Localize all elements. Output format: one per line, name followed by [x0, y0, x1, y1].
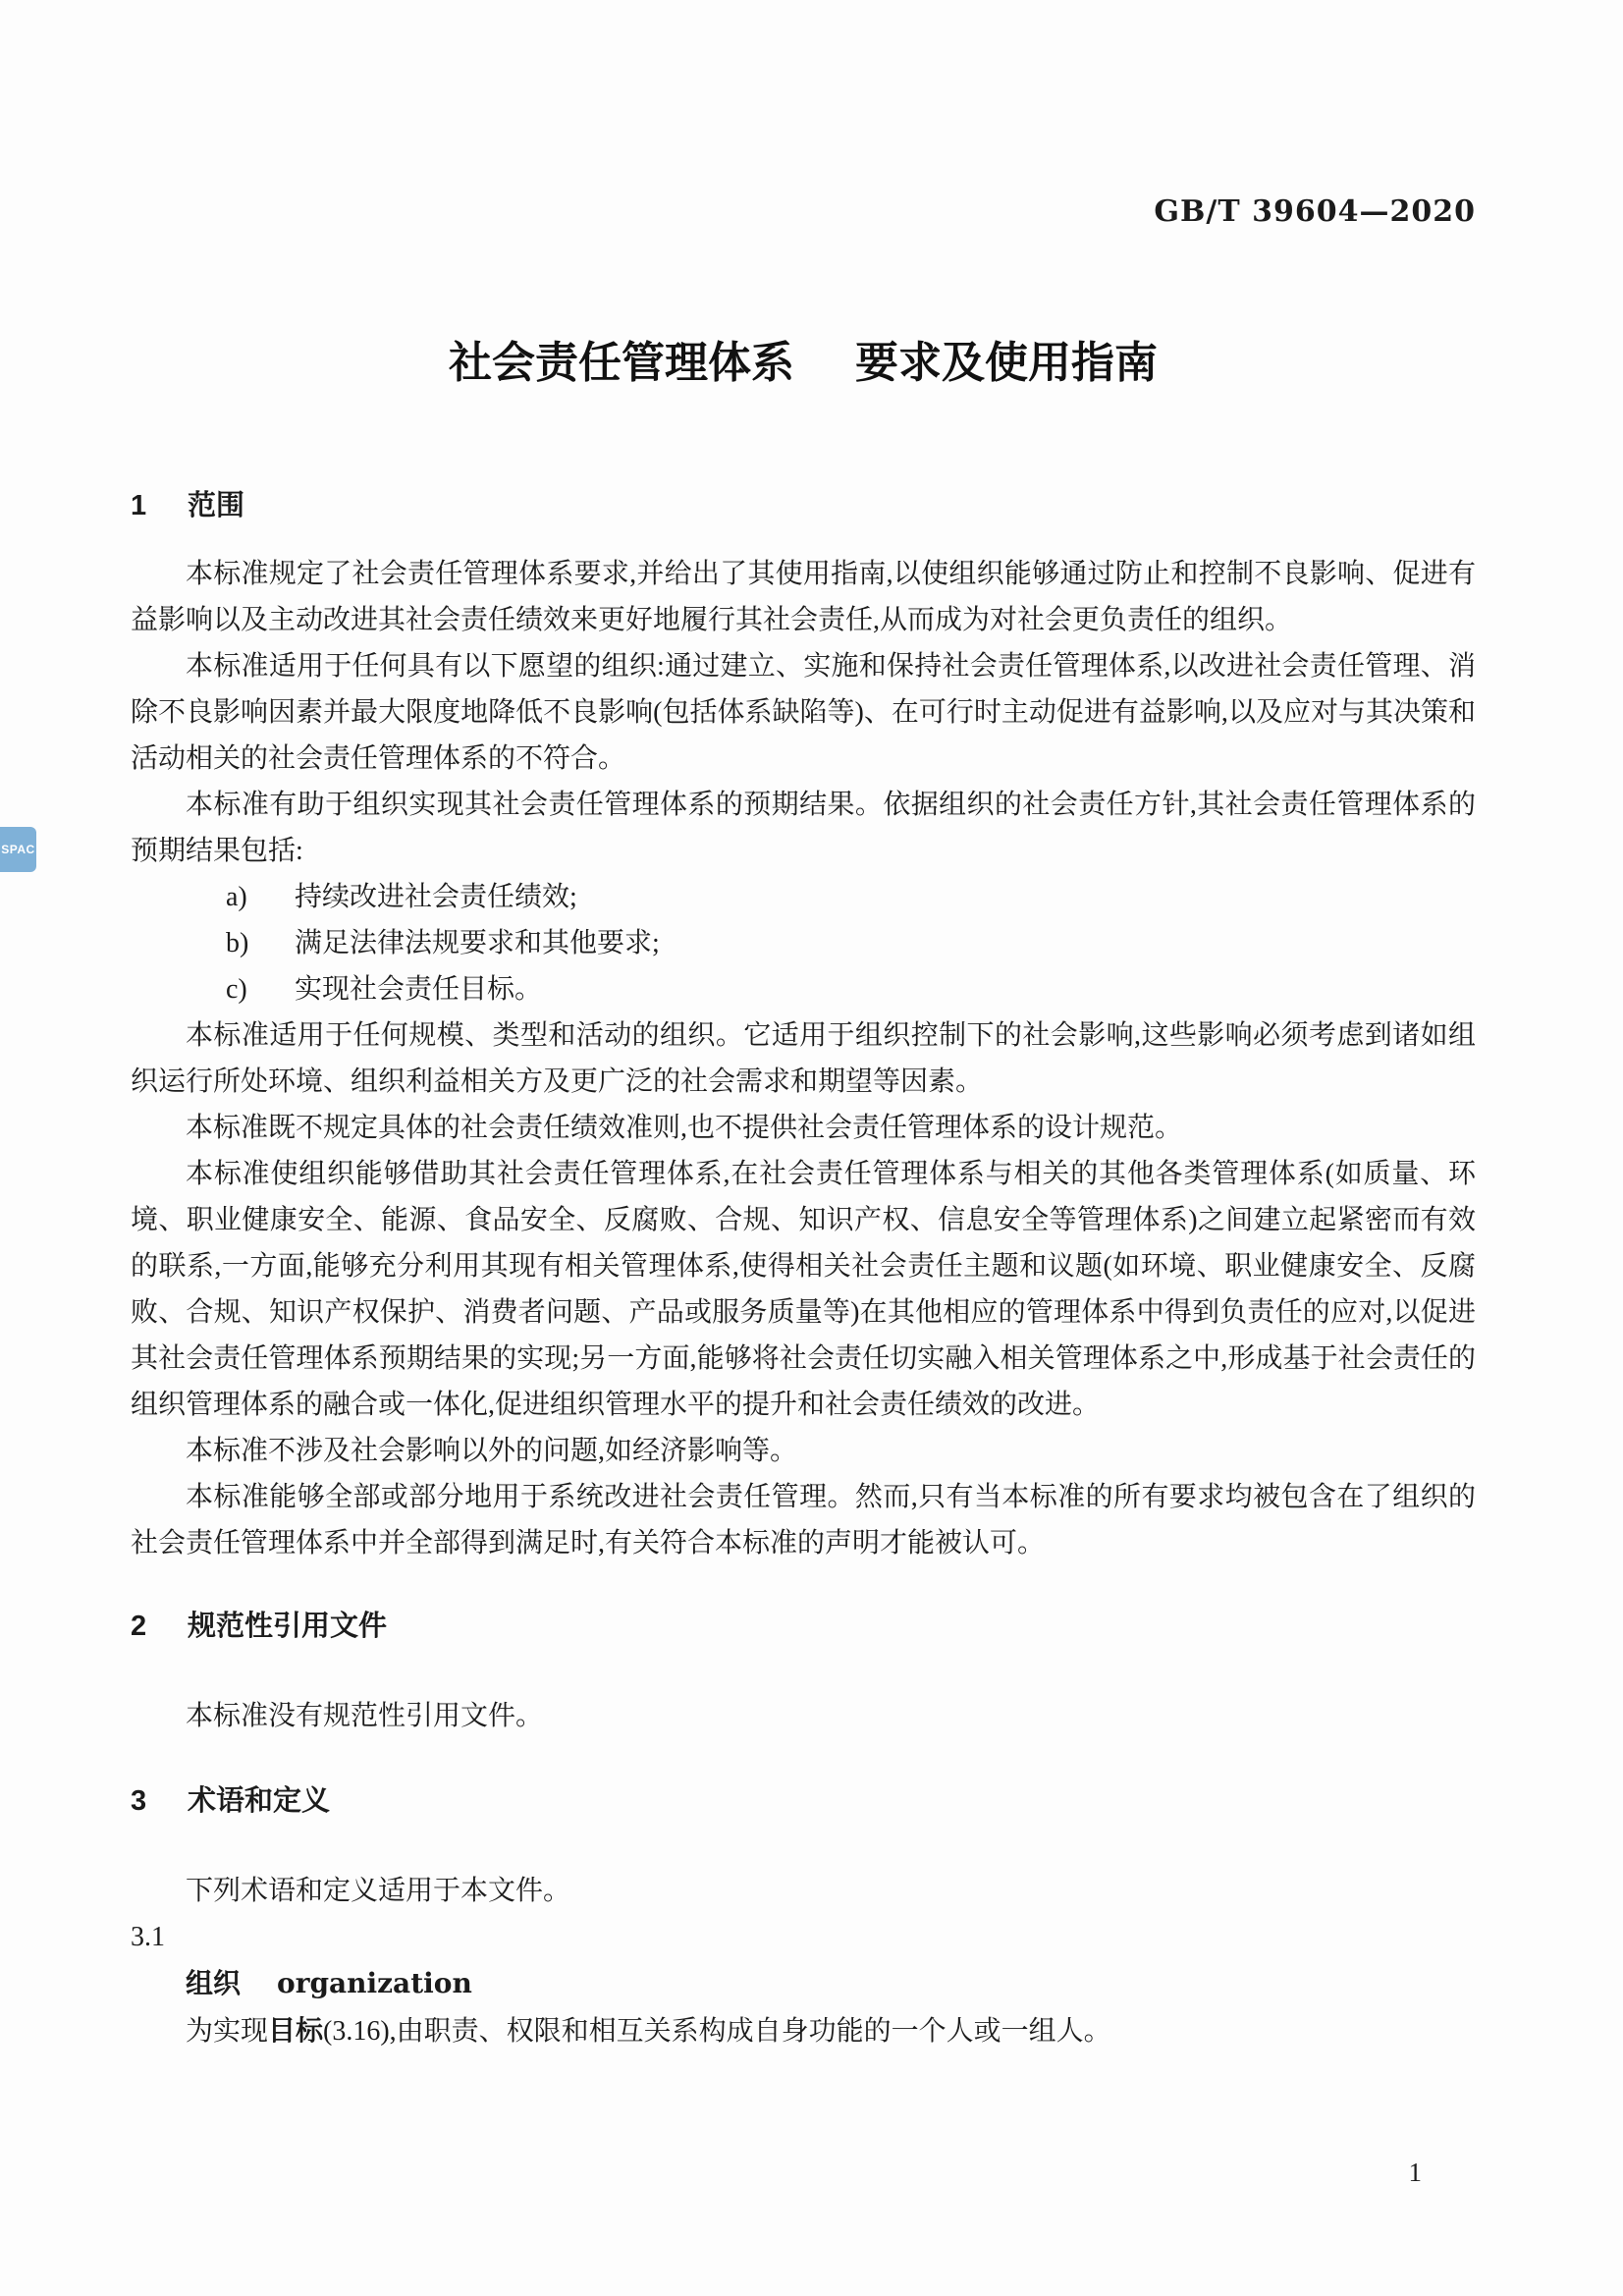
term-3-1-name-en: organization [277, 1967, 472, 1999]
definition-bold-term: 目标 [268, 2015, 324, 2046]
list-item-marker: b) [226, 928, 249, 958]
scope-paragraph-5: 本标准既不规定具体的社会责任绩效准则,也不提供社会责任管理体系的设计规范。 [186, 1113, 1183, 1143]
term-3-1-name-cn: 组织 [186, 1968, 242, 1998]
scope-paragraph-4: 本标准适用于任何规模、类型和活动的组织。它适用于组织控制下的社会影响,这些影响必须考虑到诸如组织运行所处环境、组织利益相关方及更广泛的社会需求和期望等因素。 [131, 1020, 1476, 1097]
list-item [131, 966, 1476, 1012]
term-3-1-id: 3.1 [131, 1922, 165, 1952]
section-1-heading [131, 483, 1476, 529]
document-title [131, 338, 1476, 389]
list-item [131, 920, 1476, 966]
section-1-number: 1 [131, 490, 147, 521]
list-item-text: 满足法律法规要求和其他要求; [295, 928, 660, 958]
list-item-marker: a) [226, 882, 247, 912]
section-2-title: 规范性引用文件 [188, 1611, 388, 1642]
page-number: 1 [1408, 2158, 1422, 2187]
scope-paragraph-1: 本标准规定了社会责任管理体系要求,并给出了其使用指南,以使组织能够通过防止和控制不良影响、促进有益影响以及主动改进其社会责任绩效来更好地履行其社会责任,从而成为对社会更负责任的组织。 [131, 559, 1476, 635]
term-3-1-definition [131, 2007, 1476, 2054]
site-watermark-badge: SPAC [0, 827, 36, 872]
list-item-text: 实现社会责任目标。 [295, 974, 543, 1005]
scope-paragraph-2: 本标准适用于任何具有以下愿望的组织:通过建立、实施和保持社会责任管理体系,以改进社会责任管理、消除不良影响因素并最大限度地降低不良影响(包括体系缺陷等)、在可行时主动促进有益影响,以及应对与其决策和活动相关的社会责任管理体系的不符合。 [131, 651, 1476, 774]
term-3-1-name [131, 1960, 1476, 2007]
scope-paragraph-8: 本标准能够全部或部分地用于系统改进社会责任管理。然而,只有当本标准的所有要求均被包含在了组织的社会责任管理体系中并全部得到满足时,有关符合本标准的声明才能被认可。 [131, 1482, 1476, 1558]
document-title-part2: 要求及使用指南 [855, 339, 1158, 387]
list-item-text: 持续改进社会责任绩效; [295, 882, 577, 912]
list-item-marker: c) [226, 974, 247, 1005]
scope-paragraph-3: 本标准有助于组织实现其社会责任管理体系的预期结果。依据组织的社会责任方针,其社会责任管理体系的预期结果包括: [131, 790, 1476, 866]
section-3-number: 3 [131, 1785, 147, 1817]
standard-number: GB/T 39604—2020 [1154, 194, 1476, 229]
definition-text: 为实现 [186, 2016, 269, 2047]
section-2-heading [131, 1604, 1476, 1650]
terms-intro-paragraph: 下列术语和定义适用于本文件。 [186, 1876, 571, 1906]
normative-paragraph: 本标准没有规范性引用文件。 [186, 1701, 544, 1731]
document-title-part1: 社会责任管理体系 [449, 339, 794, 387]
expected-results-list [131, 874, 1476, 1012]
section-1-title: 范围 [188, 490, 245, 521]
scope-paragraph-7: 本标准不涉及社会影响以外的问题,如经济影响等。 [186, 1436, 798, 1466]
list-item [131, 874, 1476, 920]
scope-paragraph-6: 本标准使组织能够借助其社会责任管理体系,在社会责任管理体系与相关的其他各类管理体系(如质量、环境、职业健康安全、能源、食品安全、反腐败、合规、知识产权、信息安全等管理体系)之间建立起紧密而有效的联系,一方面,能够充分利用其现有相关管理体系,使得相关社会责任主题和议题(如环境、职业健康安全、反腐败、合规、知识产权保护、消费者问题、产品或服务质量等)在其他相应的管理体系中得到负责任的应对,以促进其社会责任管理体系预期结果的实现;另一方面,能够将社会责任切实融入相关管理体系之中,形成基于社会责任的组织管理体系的融合或一体化,促进组织管理水平的提升和社会责任绩效的改进。 [131, 1159, 1476, 1420]
definition-text: (3.16),由职责、权限和相互关系构成自身功能的一个人或一组人。 [323, 2016, 1111, 2047]
section-3-heading [131, 1778, 1476, 1825]
section-3-title: 术语和定义 [188, 1785, 331, 1817]
section-2-number: 2 [131, 1611, 147, 1642]
